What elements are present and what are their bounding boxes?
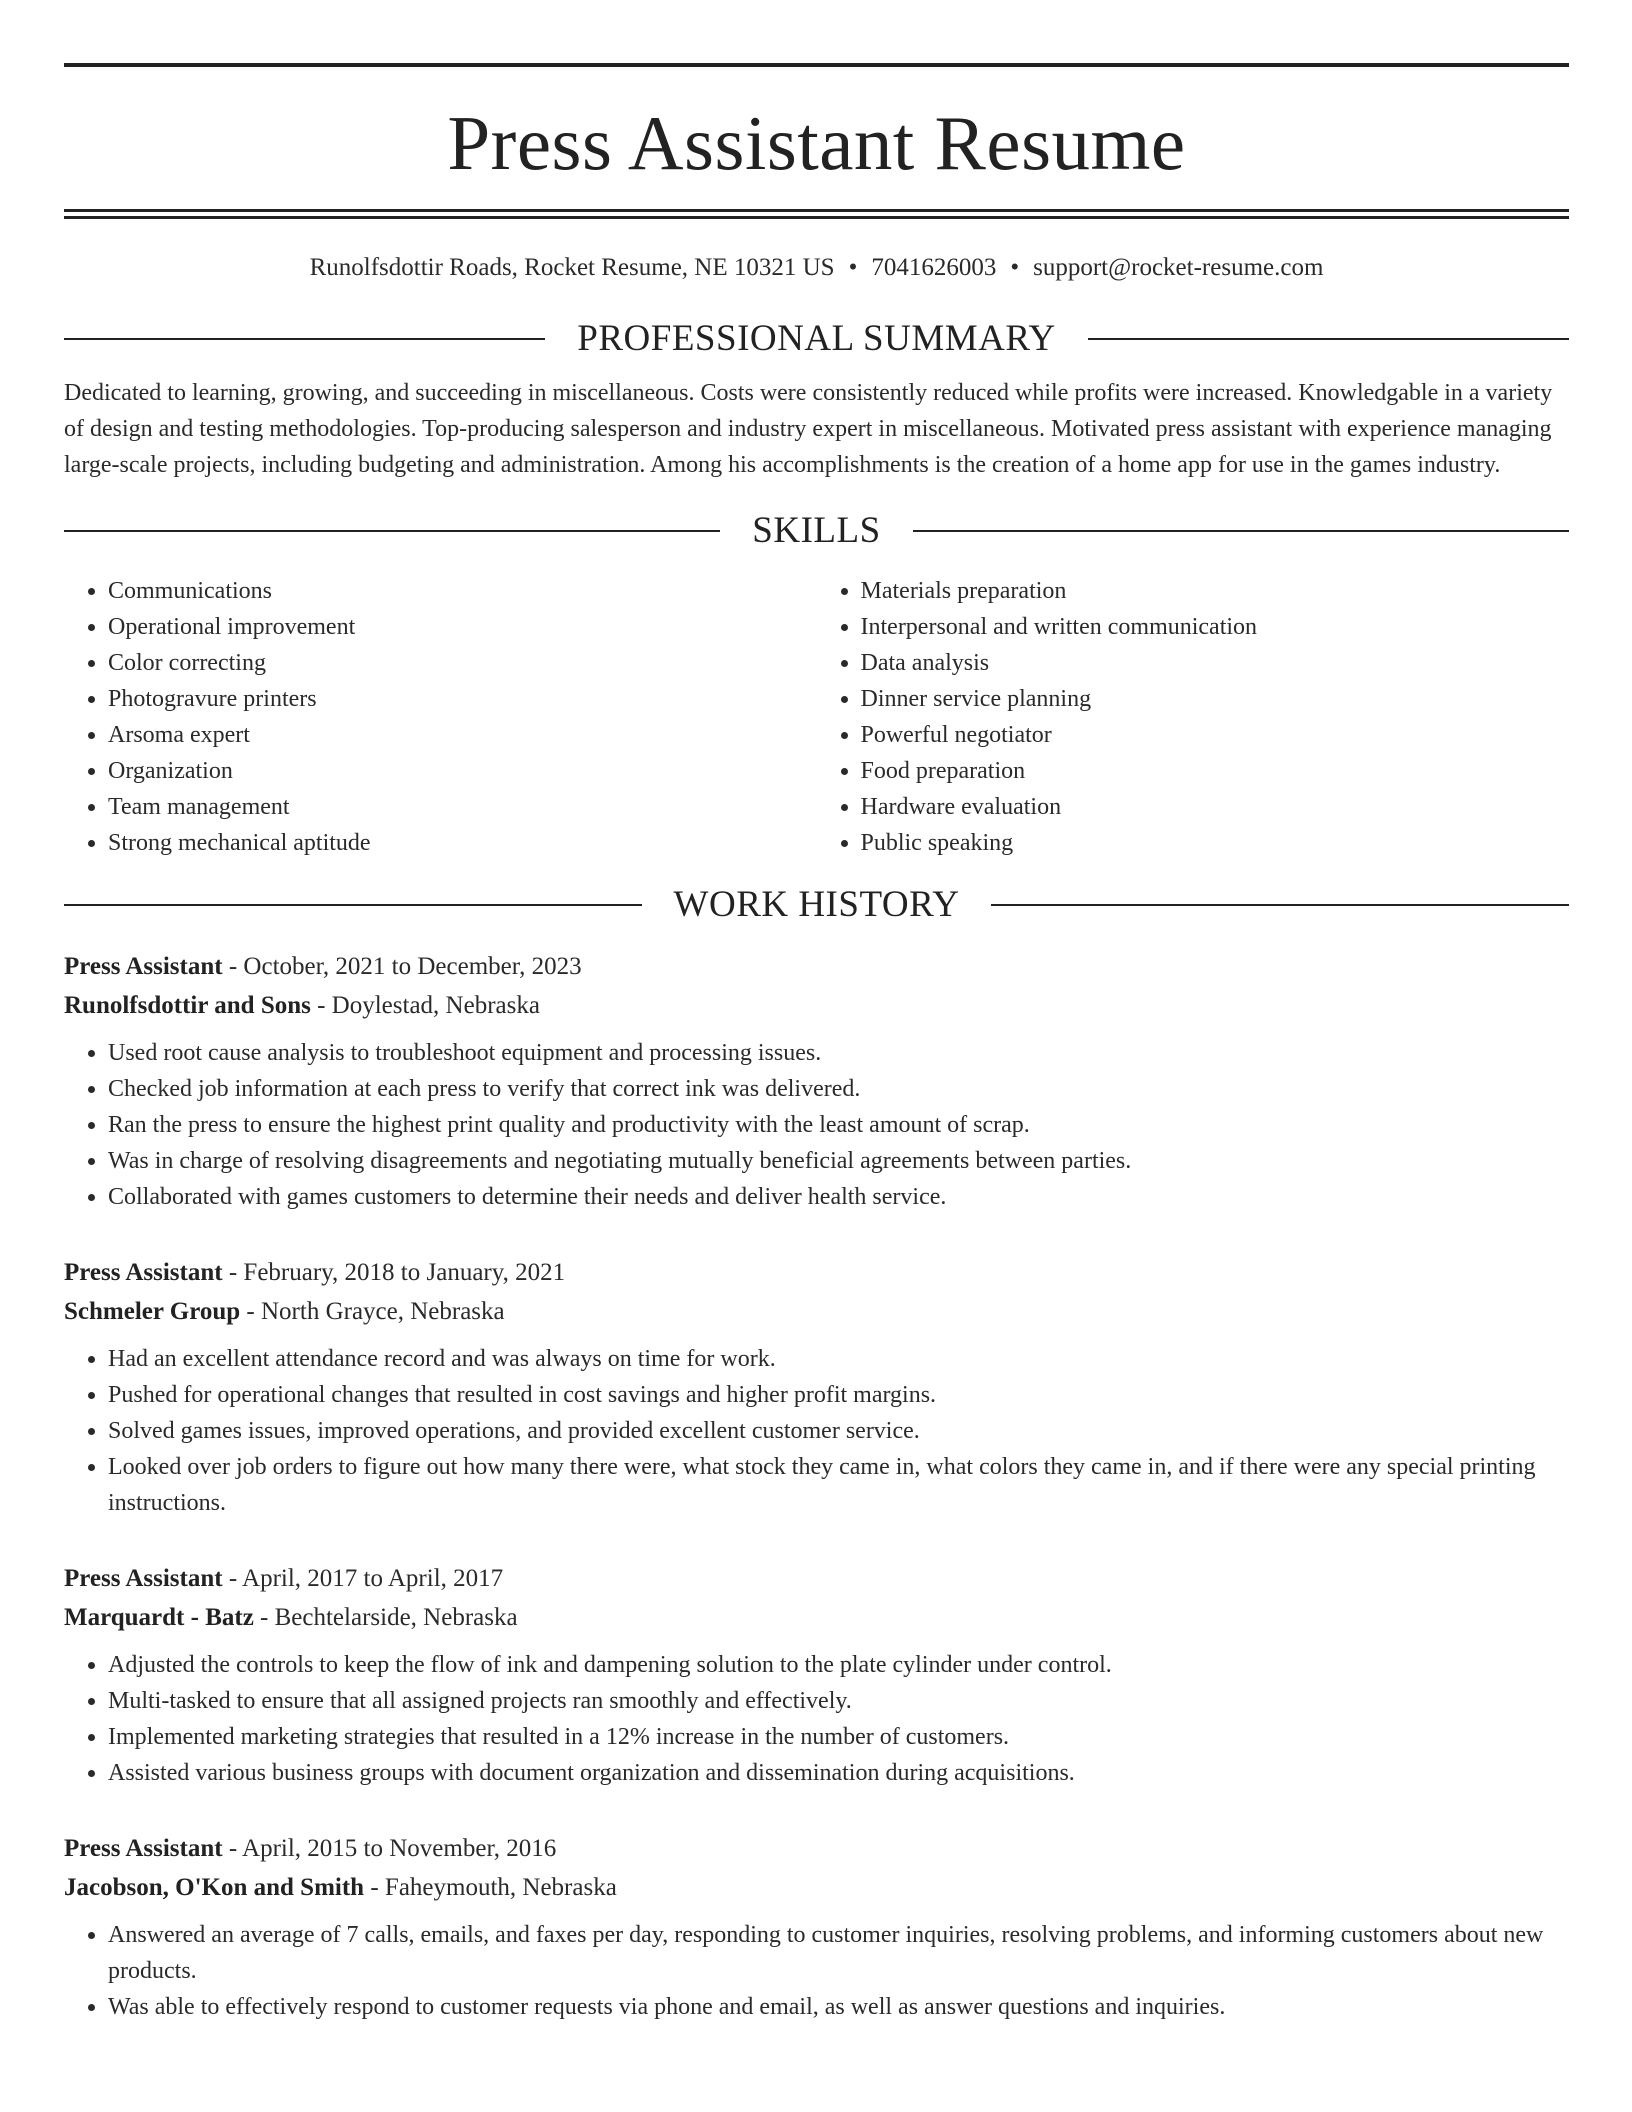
section-rule: [913, 530, 1569, 532]
job-bullet: • Was in charge of resolving disagreements and negotiating mutually beneficial agreements between parties.: [108, 1143, 1569, 1179]
job-company: Schmeler Group: [64, 1298, 241, 1325]
job-bullet: • Solved games issues, improved operations, and provided excellent customer service.: [108, 1413, 1569, 1449]
page-title: Press Assistant Resume: [447, 100, 1186, 186]
skills-column-right: [817, 573, 1570, 861]
skill-item: • Hardware evaluation: [861, 789, 1570, 825]
job-bullet: • Looked over job orders to figure out how many there were, what stock they came in, what colors they came in, and if there were any special printing instructions.: [108, 1449, 1569, 1521]
skill-item: • Dinner service planning: [861, 681, 1570, 717]
job-title-line: [64, 947, 1569, 986]
skill-item: • Operational improvement: [108, 609, 817, 645]
summary-text: Dedicated to learning, growing, and succeeding in miscellaneous. Costs were consistently reduced while profits were increased. Knowledgable in a variety of design and testing methodologies. Top-producing salesperson and industry expert in miscellaneous. Motivated press assistant with experience managing large-scale projects, including budgeting and administration. Among his accomplishments is the creation of a home app for use in the games industry.: [64, 380, 1553, 478]
skills-list: [64, 573, 1569, 861]
section-rule: [1088, 338, 1569, 340]
job-entry: [64, 1559, 1569, 1791]
job-title-line: [64, 1253, 1569, 1292]
skills-heading: SKILLS: [752, 510, 881, 551]
job-bullet: • Ran the press to ensure the highest print quality and productivity with the least amount of scrap.: [108, 1107, 1569, 1143]
job-bullet: • Multi-tasked to ensure that all assigned projects ran smoothly and effectively.: [108, 1683, 1569, 1719]
skills-section-header: [64, 509, 1569, 553]
job-title: Press Assistant: [64, 1565, 223, 1592]
job-company-line: [64, 986, 1569, 1025]
job-bullet: • Implemented marketing strategies that resulted in a 12% increase in the number of customers.: [108, 1719, 1569, 1755]
skills-column-left: [64, 573, 817, 861]
job-bullet: • Collaborated with games customers to determine their needs and deliver health service.: [108, 1179, 1569, 1215]
job-title: Press Assistant: [64, 1835, 223, 1862]
skill-item: • Photogravure printers: [108, 681, 817, 717]
job-company-line: [64, 1868, 1569, 1907]
work-section-header: [64, 883, 1569, 927]
section-rule: [64, 338, 545, 340]
job-location: - Faheymouth, Nebraska: [364, 1874, 617, 1901]
skill-item: • Public speaking: [861, 825, 1570, 861]
job-location: - Bechtelarside, Nebraska: [253, 1604, 518, 1631]
job-dates: - April, 2017 to April, 2017: [222, 1565, 504, 1592]
section-rule: [64, 904, 642, 906]
skill-item: • Team management: [108, 789, 817, 825]
job-bullet: • Adjusted the controls to keep the flow of ink and dampening solution to the plate cylinder under control.: [108, 1647, 1569, 1683]
skill-item: • Materials preparation: [861, 573, 1570, 609]
section-rule: [991, 904, 1569, 906]
job-location: - North Grayce, Nebraska: [240, 1298, 505, 1325]
job-bullet: • Assisted various business groups with document organization and dissemination during acquisitions.: [108, 1755, 1569, 1791]
job-bullet: • Was able to effectively respond to customer requests via phone and email, as well as answer questions and inquiries.: [108, 1989, 1569, 2025]
skill-item: • Food preparation: [861, 753, 1570, 789]
job-bullet: • Used root cause analysis to troubleshoot equipment and processing issues.: [108, 1035, 1569, 1071]
job-bullets: [64, 1647, 1569, 1791]
contact-separator: •: [848, 254, 858, 281]
job-bullet: • Checked job information at each press to verify that correct ink was delivered.: [108, 1071, 1569, 1107]
job-dates: - April, 2015 to November, 2016: [222, 1835, 557, 1862]
job-entry: [64, 947, 1569, 1215]
job-entry: [64, 1829, 1569, 2025]
contact-line: [64, 253, 1569, 283]
job-title: Press Assistant: [64, 1259, 223, 1286]
job-title: Press Assistant: [64, 953, 223, 980]
contact-address: Runolfsdottir Roads, Rocket Resume, NE 10321 US: [309, 254, 835, 281]
contact-separator: •: [1010, 254, 1020, 281]
skill-item: • Arsoma expert: [108, 717, 817, 753]
skill-item: • Communications: [108, 573, 817, 609]
title-double-rule: [64, 209, 1569, 219]
job-company: Runolfsdottir and Sons: [64, 992, 311, 1019]
job-location: - Doylestad, Nebraska: [310, 992, 540, 1019]
skill-item: • Organization: [108, 753, 817, 789]
job-entry: [64, 1253, 1569, 1521]
contact-email: support@rocket-resume.com: [1033, 254, 1324, 281]
job-dates: - October, 2021 to December, 2023: [222, 953, 582, 980]
job-dates: - February, 2018 to January, 2021: [222, 1259, 566, 1286]
job-title-line: [64, 1559, 1569, 1598]
job-bullets: [64, 1917, 1569, 2025]
job-title-line: [64, 1829, 1569, 1868]
contact-phone: 7041626003: [871, 254, 997, 281]
job-bullets: [64, 1341, 1569, 1521]
job-company: Marquardt - Batz: [64, 1604, 254, 1631]
skill-item: • Data analysis: [861, 645, 1570, 681]
top-rule: [64, 63, 1569, 67]
job-company: Jacobson, O'Kon and Smith: [64, 1874, 365, 1901]
skill-item: • Color correcting: [108, 645, 817, 681]
skill-item: • Strong mechanical aptitude: [108, 825, 817, 861]
section-rule: [64, 530, 720, 532]
job-bullet: • Answered an average of 7 calls, emails, and faxes per day, responding to customer inquiries, resolving problems, and informing customers about new products.: [108, 1917, 1569, 1989]
summary-heading: PROFESSIONAL SUMMARY: [577, 318, 1056, 359]
job-company-line: [64, 1598, 1569, 1637]
job-bullet: • Had an excellent attendance record and was always on time for work.: [108, 1341, 1569, 1377]
work-heading: WORK HISTORY: [673, 884, 960, 925]
skill-item: • Interpersonal and written communication: [861, 609, 1570, 645]
summary-section-header: [64, 317, 1569, 361]
resume-page: [64, 0, 1569, 2025]
skill-item: • Powerful negotiator: [861, 717, 1570, 753]
job-company-line: [64, 1292, 1569, 1331]
job-bullet: • Pushed for operational changes that resulted in cost savings and higher profit margins.: [108, 1377, 1569, 1413]
job-bullets: [64, 1035, 1569, 1215]
